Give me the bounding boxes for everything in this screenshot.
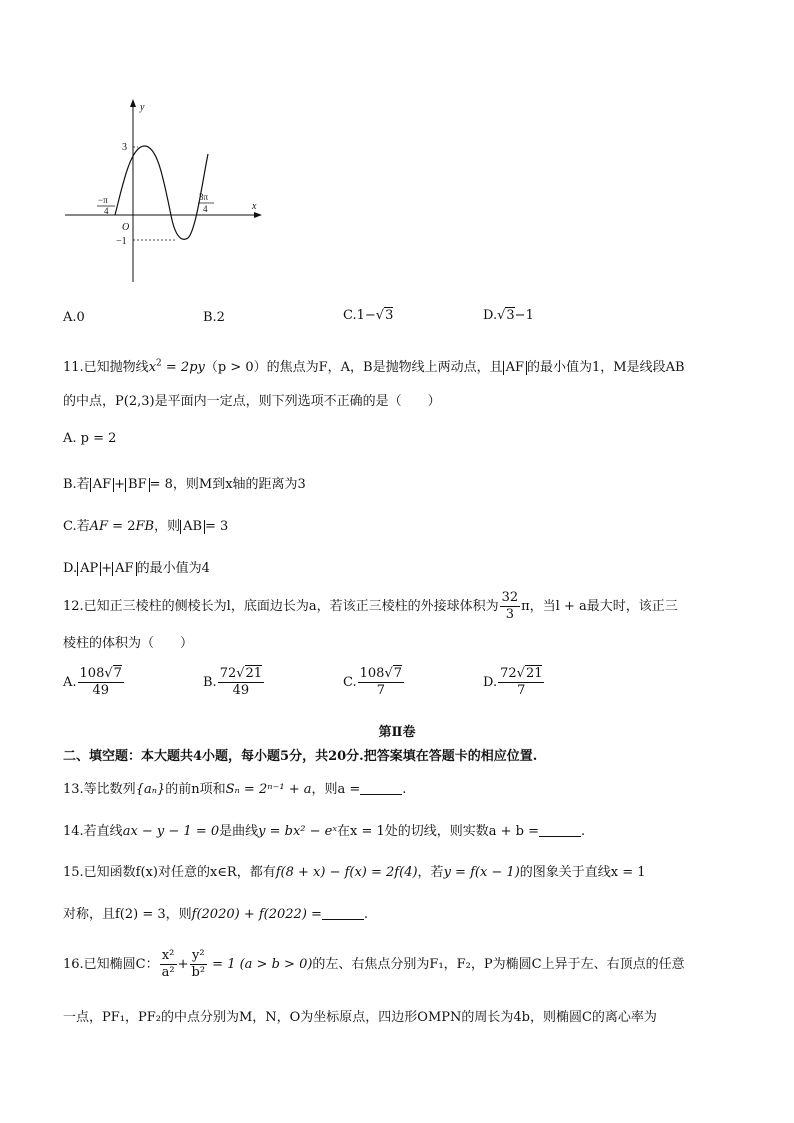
q13-seq: {aₙ} bbox=[135, 782, 166, 797]
q15-eq2: y = f(x − 1) bbox=[443, 865, 520, 880]
q12-option-label: D. bbox=[483, 675, 498, 690]
q12-option-label: C. bbox=[343, 675, 357, 690]
q12-option-rad: 21 bbox=[525, 666, 543, 681]
x-axis-label: x bbox=[252, 201, 257, 212]
q12-option-num: 108√7 bbox=[359, 666, 403, 681]
q10-option-c: C.1−√3 bbox=[343, 308, 394, 323]
q16-frac-y bbox=[190, 948, 208, 981]
q12-option-b bbox=[203, 666, 265, 699]
q10-option-d-post: −1 bbox=[514, 308, 534, 323]
q16-pre: 16.已知椭圆C： bbox=[63, 957, 159, 972]
q12-option-num: 72√21 bbox=[219, 666, 263, 681]
q12-option-fraction bbox=[218, 666, 264, 699]
q11-cond: （p > 0） bbox=[204, 360, 267, 375]
q11-option-c-post: = 3 bbox=[205, 519, 229, 534]
tick-x-right-num: 3π bbox=[199, 192, 209, 202]
q11-abs-af: AF bbox=[503, 361, 527, 375]
q16-line1-end: 的左、右焦点分别为F₁，F₂，P为椭圆C上异于左、右顶点的任意 bbox=[312, 957, 685, 972]
q11-option-b-pre: B.若 bbox=[63, 477, 90, 492]
q12-option-num: 72√21 bbox=[500, 666, 543, 681]
q12-line1-end: π，当l + a最大时，该正三 bbox=[521, 599, 678, 614]
q12-option-coef: 108 bbox=[79, 666, 105, 681]
q10-option-c-pre: 1− bbox=[356, 308, 376, 323]
q14 bbox=[63, 820, 585, 839]
q16-frac-x bbox=[160, 948, 177, 981]
q11-option-c bbox=[63, 515, 228, 534]
q13-post: ，则a = bbox=[311, 782, 361, 797]
q11-option-d-abs1: AP bbox=[77, 562, 101, 576]
q11-line1 bbox=[63, 356, 685, 375]
tick-y-3: 3 bbox=[122, 142, 127, 153]
q15-line2 bbox=[63, 903, 368, 922]
q12-frac-den: 3 bbox=[505, 607, 514, 622]
q14-pre: 14.若直线 bbox=[63, 824, 123, 839]
q12-intro: 12.已知正三棱柱的侧棱长为l，底面边长为a，若该正三棱柱的外接球体积为 bbox=[63, 599, 499, 614]
q11-eq-x: x bbox=[148, 360, 157, 375]
q14-post: 在x = 1处的切线，则实数a + b = bbox=[337, 824, 540, 839]
q14-mid: 是曲线 bbox=[219, 824, 259, 839]
q12-option-rad: 21 bbox=[245, 666, 263, 681]
q10-option-d-rad: 3 bbox=[506, 308, 515, 323]
q12-volume-fraction bbox=[500, 590, 521, 623]
q12-line2: 棱柱的体积为（ ） bbox=[63, 636, 194, 651]
q12-line1 bbox=[63, 590, 678, 623]
q11-option-b bbox=[63, 473, 306, 492]
q15-eq1: f(8 + x) − f(x) = 2f(4) bbox=[275, 865, 418, 880]
q10-option-d-label: D. bbox=[483, 308, 498, 323]
q15-answer-blank[interactable] bbox=[322, 907, 364, 920]
q11-eq-sup: 2 bbox=[156, 358, 162, 369]
volume-title: 第Ⅱ卷 bbox=[378, 725, 416, 740]
q12-option-den: 49 bbox=[92, 683, 109, 698]
q16-fx-den: a² bbox=[161, 965, 175, 980]
q11-eq-rest: = 2py bbox=[161, 360, 205, 375]
q12-option-label: B. bbox=[203, 675, 217, 690]
q10-option-c-rad: 3 bbox=[385, 308, 394, 323]
tick-y-minus1: −1 bbox=[116, 236, 127, 247]
q16-plus: + bbox=[177, 957, 189, 972]
q11-option-d-post: 的最小值为4 bbox=[136, 561, 210, 576]
q12-option-a bbox=[63, 666, 125, 699]
q12-option-d bbox=[483, 666, 545, 699]
q11-option-d bbox=[63, 557, 210, 576]
q13-mid: 的前n项和 bbox=[165, 782, 226, 797]
q11-option-c-vec1: AF bbox=[89, 519, 109, 534]
q15-line1 bbox=[63, 861, 646, 880]
q10-option-c-label: C. bbox=[343, 308, 357, 323]
function-graph-figure bbox=[60, 92, 270, 287]
q16-fy-den: b² bbox=[191, 965, 206, 980]
q12-option-num: 108√7 bbox=[79, 666, 122, 681]
q11-option-c-pre: C.若 bbox=[63, 519, 90, 534]
q11-focus-text: 的焦点为F，A，B是抛物线上两动点，且 bbox=[266, 360, 503, 375]
q12-option-fraction bbox=[498, 666, 544, 699]
q11-option-c-vec2: FB bbox=[135, 519, 155, 534]
q11-option-b-post: = 8，则M到x轴的距离为3 bbox=[149, 477, 306, 492]
q11-option-d-plus: + bbox=[101, 561, 113, 576]
q16-line2: 一点，PF₁，PF₂的中点分别为M，N，O为坐标原点，四边形OMPN的周长为4b，则椭圆C的离心率为 bbox=[63, 1010, 657, 1025]
section-heading: 二、填空题：本大题共4小题，每小题5分，共20分.把答案填在答题卡的相应位置. bbox=[63, 749, 538, 764]
q11-option-d-pre: D. bbox=[63, 561, 78, 576]
q11-option-a: A. p = 2 bbox=[63, 431, 117, 446]
q15-line1-end: 的图象关于直线x = 1 bbox=[519, 865, 646, 880]
q11-option-c-abs: AB bbox=[180, 520, 205, 534]
q16-line1 bbox=[63, 948, 685, 981]
q11-option-c-then: ，则 bbox=[154, 519, 181, 534]
q11-line1-end: 的最小值为1，M是线段AB bbox=[527, 360, 685, 375]
tick-x-left-num: −π bbox=[98, 195, 108, 205]
q13-end: . bbox=[402, 782, 407, 797]
q12-option-den: 7 bbox=[517, 683, 526, 698]
x-axis-arrow-icon bbox=[254, 212, 262, 218]
tick-x-left-den: 4 bbox=[104, 206, 109, 216]
origin-label: O bbox=[122, 222, 130, 233]
y-axis-arrow-icon bbox=[130, 99, 136, 107]
q12-option-fraction bbox=[78, 666, 124, 699]
q15-eq3: f(2020) + f(2022) = bbox=[191, 907, 322, 922]
q10-option-b: B.2 bbox=[203, 310, 225, 325]
q11-option-c-mid: = 2 bbox=[108, 519, 136, 534]
q13-sn: Sₙ = 2ⁿ⁻¹ + a bbox=[225, 782, 312, 797]
q16-fx-num: x² bbox=[160, 948, 177, 965]
q12-option-rad: 7 bbox=[113, 666, 122, 681]
q13-pre: 13.等比数列 bbox=[63, 782, 136, 797]
q14-line: ax − y − 1 = 0 bbox=[122, 824, 220, 839]
q12-option-label: A. bbox=[63, 675, 77, 690]
q11-line2: 的中点，P(2,3)是平面内一定点，则下列选项不正确的是（ ） bbox=[63, 394, 441, 409]
q12-option-fraction bbox=[358, 666, 404, 699]
q12-option-rad: 7 bbox=[393, 666, 403, 681]
tick-x-right-den: 4 bbox=[203, 204, 208, 214]
q11-option-b-abs1: AF bbox=[90, 478, 114, 492]
q13-answer-blank[interactable] bbox=[360, 782, 402, 795]
q11-option-b-plus: + bbox=[114, 477, 126, 492]
q14-curve: y = bx² − eˣ bbox=[258, 824, 337, 839]
q10-option-d: D.√3−1 bbox=[483, 308, 534, 323]
q12-option-den: 49 bbox=[232, 683, 250, 698]
q16-fy-num: y² bbox=[190, 948, 208, 965]
q16-eq: = 1 (a > b > 0) bbox=[208, 957, 313, 972]
q15-end: . bbox=[363, 907, 369, 922]
q15-if: ，若 bbox=[417, 865, 444, 880]
q12-option-coef: 72 bbox=[500, 666, 517, 681]
q10-option-a: A.0 bbox=[63, 310, 85, 325]
q13 bbox=[63, 778, 406, 797]
q14-end: . bbox=[581, 824, 586, 839]
q12-frac-num: 32 bbox=[501, 590, 519, 605]
q11-option-d-abs2: AF bbox=[112, 562, 136, 576]
q12-option-coef: 72 bbox=[219, 666, 237, 681]
q15-line2-pre: 对称，且f(2) = 3，则 bbox=[63, 907, 192, 922]
q11-option-b-abs2: BF bbox=[125, 478, 150, 492]
y-axis-label: y bbox=[140, 102, 145, 113]
q11-intro: 11.已知抛物线 bbox=[63, 360, 149, 375]
q12-option-c bbox=[343, 666, 405, 699]
q15-intro: 15.已知函数f(x)对任意的x∈R，都有 bbox=[63, 865, 276, 880]
q14-answer-blank[interactable] bbox=[539, 824, 581, 837]
q12-option-den: 7 bbox=[376, 683, 385, 698]
q12-option-coef: 108 bbox=[359, 666, 385, 681]
